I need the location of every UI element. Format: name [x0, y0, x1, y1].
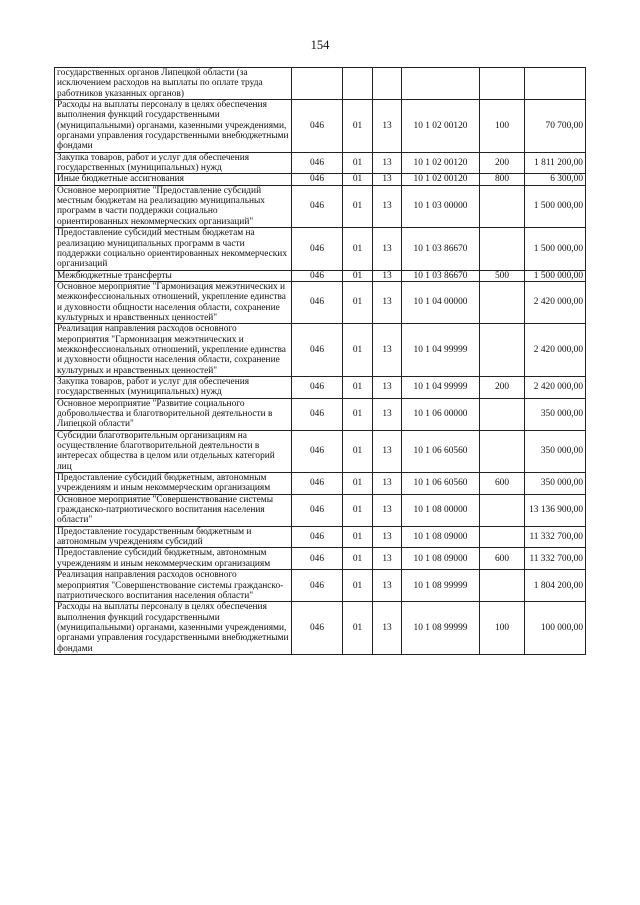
- table-row: [55, 570, 586, 602]
- row-ministry-code: [292, 68, 343, 100]
- row-name: Предоставление субсидий бюджетным, автономным учреждениям и иным некоммерческим организациям: [55, 548, 292, 570]
- row-subsection-code: 13: [373, 570, 402, 602]
- table-row: [55, 324, 586, 377]
- row-target-article: 10 1 03 00000: [402, 185, 480, 227]
- row-section-code: 01: [343, 473, 373, 495]
- row-section-code: 01: [343, 570, 373, 602]
- row-expense-type: [480, 185, 525, 227]
- row-subsection-code: 13: [373, 376, 402, 398]
- row-name: Основное мероприятие "Развитие социального добровольчества и благотворительной деятельности в Липецкой области": [55, 398, 292, 430]
- row-expense-type: [480, 526, 525, 548]
- row-ministry-code: 046: [292, 376, 343, 398]
- row-section-code: 01: [343, 548, 373, 570]
- row-ministry-code: 046: [292, 100, 343, 153]
- row-target-article: 10 1 03 86670: [402, 228, 480, 270]
- row-ministry-code: 046: [292, 548, 343, 570]
- row-section-code: 01: [343, 152, 373, 174]
- row-expense-type: 100: [480, 100, 525, 153]
- row-section-code: 01: [343, 185, 373, 227]
- row-expense-type: 100: [480, 602, 525, 655]
- budget-table: [54, 67, 586, 655]
- row-name: Реализация направления расходов основного мероприятия "Совершенствование системы гражданско-патриотического воспитания населения области": [55, 570, 292, 602]
- row-expense-type: [480, 430, 525, 472]
- table-row: [55, 281, 586, 323]
- row-amount: 1 500 000,00: [525, 270, 586, 281]
- row-amount: 11 332 700,00: [525, 526, 586, 548]
- row-target-article: 10 1 08 09000: [402, 548, 480, 570]
- row-expense-type: 200: [480, 376, 525, 398]
- row-subsection-code: 13: [373, 548, 402, 570]
- table-row: [55, 494, 586, 526]
- row-amount: 350 000,00: [525, 430, 586, 472]
- row-section-code: 01: [343, 270, 373, 281]
- budget-table-body: [55, 68, 586, 655]
- row-target-article: 10 1 08 09000: [402, 526, 480, 548]
- row-amount: [525, 68, 586, 100]
- row-expense-type: [480, 494, 525, 526]
- row-ministry-code: 046: [292, 526, 343, 548]
- row-subsection-code: 13: [373, 174, 402, 185]
- row-expense-type: [480, 570, 525, 602]
- row-name: Расходы на выплаты персоналу в целях обеспечения выполнения функций государственными (муниципальными) органами, казенными учреждениями, органами управления государственными внебюджетными фондами: [55, 100, 292, 153]
- table-row: [55, 430, 586, 472]
- row-section-code: 01: [343, 324, 373, 377]
- row-ministry-code: 046: [292, 602, 343, 655]
- row-expense-type: [480, 324, 525, 377]
- row-section-code: 01: [343, 174, 373, 185]
- row-target-article: 10 1 02 00120: [402, 174, 480, 185]
- row-name: государственных органов Липецкой области (за исключением расходов на выплаты по оплате труда работников указанных органов): [55, 68, 292, 100]
- row-ministry-code: 046: [292, 152, 343, 174]
- page-number: 154: [310, 38, 330, 52]
- row-name: Предоставление субсидий бюджетным, автономным учреждениям и иным некоммерческим организациям: [55, 473, 292, 495]
- row-target-article: 10 1 02 00120: [402, 152, 480, 174]
- row-ministry-code: 046: [292, 473, 343, 495]
- row-expense-type: 600: [480, 473, 525, 495]
- row-amount: 2 420 000,00: [525, 324, 586, 377]
- row-name: Основное мероприятие "Предоставление субсидий местным бюджетам на реализацию муниципальных программ в части поддержки социально ориентированных некоммерческих организаций": [55, 185, 292, 227]
- row-name: Субсидии благотворительным организациям на осуществление благотворительной деятельности в интересах общества в целом или отдельных категорий лиц: [55, 430, 292, 472]
- row-name: Основное мероприятие "Совершенствование системы гражданско-патриотического воспитания населения области": [55, 494, 292, 526]
- row-expense-type: [480, 281, 525, 323]
- row-name: Реализация направления расходов основного мероприятия "Гармонизация межэтнических и межконфессиональных отношений, укрепление единства и духовности общности населения области, сохранение культурных и нравственных ценностей": [55, 324, 292, 377]
- row-section-code: 01: [343, 526, 373, 548]
- row-expense-type: [480, 68, 525, 100]
- row-name: Иные бюджетные ассигнования: [55, 174, 292, 185]
- row-name: Предоставление государственным бюджетным и автономным учреждениям субсидий: [55, 526, 292, 548]
- row-amount: 1 804 200,00: [525, 570, 586, 602]
- row-subsection-code: 13: [373, 281, 402, 323]
- row-subsection-code: 13: [373, 270, 402, 281]
- row-amount: 13 136 900,00: [525, 494, 586, 526]
- row-ministry-code: 046: [292, 570, 343, 602]
- row-expense-type: [480, 228, 525, 270]
- row-ministry-code: 046: [292, 228, 343, 270]
- row-target-article: 10 1 06 60560: [402, 430, 480, 472]
- row-section-code: 01: [343, 228, 373, 270]
- row-name: Закупка товаров, работ и услуг для обеспечения государственных (муниципальных) нужд: [55, 152, 292, 174]
- row-section-code: 01: [343, 281, 373, 323]
- row-ministry-code: 046: [292, 281, 343, 323]
- row-name: Закупка товаров, работ и услуг для обеспечения государственных (муниципальных) нужд: [55, 376, 292, 398]
- row-name: Межбюджетные трансферты: [55, 270, 292, 281]
- table-row: [55, 398, 586, 430]
- row-ministry-code: 046: [292, 270, 343, 281]
- row-subsection-code: 13: [373, 473, 402, 495]
- row-amount: 100 000,00: [525, 602, 586, 655]
- row-amount: 70 700,00: [525, 100, 586, 153]
- row-amount: 1 500 000,00: [525, 185, 586, 227]
- row-subsection-code: 13: [373, 398, 402, 430]
- row-amount: 2 420 000,00: [525, 376, 586, 398]
- table-row: [55, 228, 586, 270]
- row-amount: 6 300,00: [525, 174, 586, 185]
- row-subsection-code: 13: [373, 526, 402, 548]
- row-ministry-code: 046: [292, 185, 343, 227]
- row-expense-type: [480, 398, 525, 430]
- row-ministry-code: 046: [292, 324, 343, 377]
- row-amount: 350 000,00: [525, 398, 586, 430]
- row-ministry-code: 046: [292, 430, 343, 472]
- row-subsection-code: 13: [373, 185, 402, 227]
- table-row: [55, 68, 586, 100]
- row-target-article: 10 1 03 86670: [402, 270, 480, 281]
- row-target-article: 10 1 06 60560: [402, 473, 480, 495]
- row-section-code: [343, 68, 373, 100]
- row-section-code: 01: [343, 430, 373, 472]
- row-ministry-code: 046: [292, 174, 343, 185]
- row-target-article: 10 1 08 00000: [402, 494, 480, 526]
- table-row: [55, 270, 586, 281]
- row-subsection-code: [373, 68, 402, 100]
- row-subsection-code: 13: [373, 494, 402, 526]
- row-ministry-code: 046: [292, 398, 343, 430]
- row-amount: 11 332 700,00: [525, 548, 586, 570]
- row-target-article: 10 1 04 99999: [402, 324, 480, 377]
- table-row: [55, 174, 586, 185]
- row-section-code: 01: [343, 602, 373, 655]
- table-row: [55, 100, 586, 153]
- row-amount: 350 000,00: [525, 473, 586, 495]
- row-name: Основное мероприятие "Гармонизация межэтнических и межконфессиональных отношений, укрепление единства и духовности общности населения области, сохранение культурных и нравственных ценностей": [55, 281, 292, 323]
- table-row: [55, 152, 586, 174]
- row-amount: 2 420 000,00: [525, 281, 586, 323]
- row-target-article: 10 1 08 99999: [402, 602, 480, 655]
- table-row: [55, 376, 586, 398]
- row-section-code: 01: [343, 494, 373, 526]
- table-row: [55, 185, 586, 227]
- row-expense-type: 600: [480, 548, 525, 570]
- row-subsection-code: 13: [373, 602, 402, 655]
- row-amount: 1 500 000,00: [525, 228, 586, 270]
- row-target-article: 10 1 02 00120: [402, 100, 480, 153]
- row-target-article: 10 1 04 00000: [402, 281, 480, 323]
- table-row: [55, 526, 586, 548]
- table-row: [55, 548, 586, 570]
- row-expense-type: 500: [480, 270, 525, 281]
- row-target-article: [402, 68, 480, 100]
- row-target-article: 10 1 08 99999: [402, 570, 480, 602]
- row-name: Предоставление субсидий местным бюджетам на реализацию муниципальных программ в части поддержки социально ориентированных некоммерческих организаций: [55, 228, 292, 270]
- row-subsection-code: 13: [373, 100, 402, 153]
- row-ministry-code: 046: [292, 494, 343, 526]
- row-target-article: 10 1 04 99999: [402, 376, 480, 398]
- row-expense-type: 800: [480, 174, 525, 185]
- row-section-code: 01: [343, 100, 373, 153]
- row-subsection-code: 13: [373, 324, 402, 377]
- row-target-article: 10 1 06 00000: [402, 398, 480, 430]
- row-section-code: 01: [343, 398, 373, 430]
- row-subsection-code: 13: [373, 430, 402, 472]
- row-subsection-code: 13: [373, 152, 402, 174]
- row-amount: 1 811 200,00: [525, 152, 586, 174]
- table-row: [55, 473, 586, 495]
- row-expense-type: 200: [480, 152, 525, 174]
- row-subsection-code: 13: [373, 228, 402, 270]
- row-name: Расходы на выплаты персоналу в целях обеспечения выполнения функций государственными (муниципальными) органами, казенными учреждениями, органами управления государственными внебюджетными фондами: [55, 602, 292, 655]
- table-row: [55, 602, 586, 655]
- row-section-code: 01: [343, 376, 373, 398]
